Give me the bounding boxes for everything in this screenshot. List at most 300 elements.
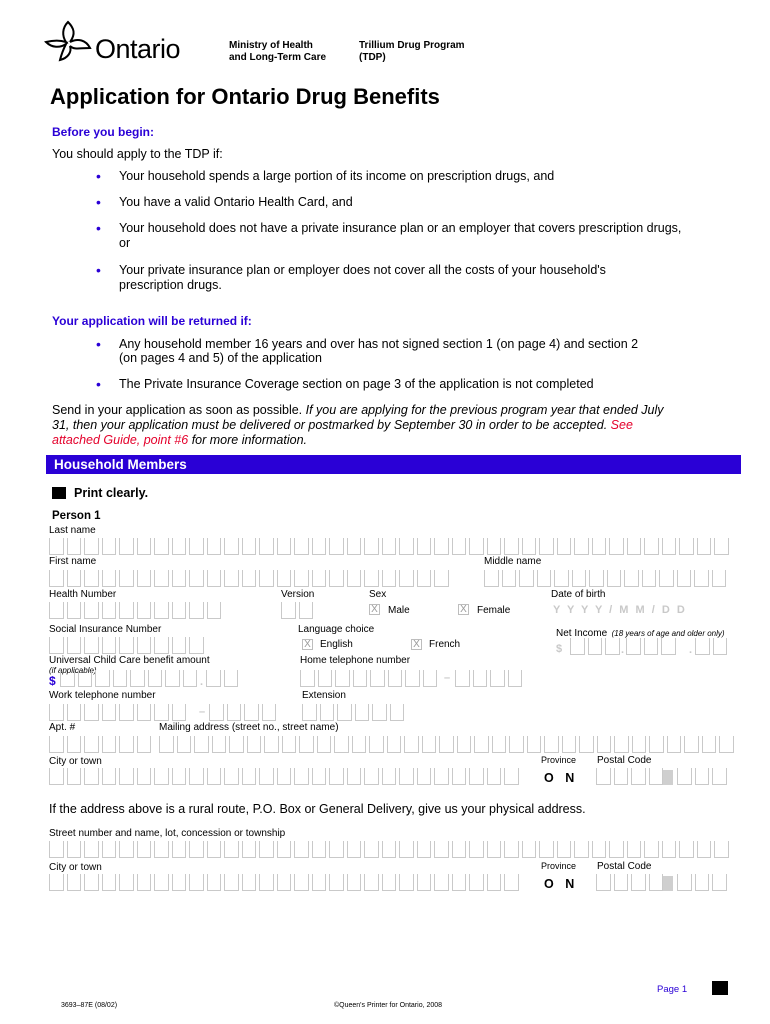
bullet-icon: • (96, 336, 101, 352)
comb-cell (469, 841, 484, 858)
postal-code-input[interactable] (596, 768, 666, 785)
comb-cell (487, 874, 502, 891)
comb-cell (405, 670, 420, 687)
comb-cell (212, 736, 227, 753)
comb-cell (154, 874, 169, 891)
comb-cell (189, 841, 204, 858)
before-bullet-3-cont: or (119, 236, 131, 250)
comb-cell (624, 570, 639, 587)
comb-cell (302, 704, 317, 721)
comb-cell (502, 570, 517, 587)
comb-cell (417, 874, 432, 891)
home-phone-label: Home telephone number (300, 655, 411, 666)
comb-cell (469, 768, 484, 785)
comb-cell (177, 736, 192, 753)
comb-cell (102, 841, 117, 858)
comb-cell (557, 538, 572, 555)
comb-cell (714, 841, 729, 858)
net-income-label: Net Income (18 years of age and older only) (556, 628, 725, 639)
comb-cell (399, 768, 414, 785)
comb-cell (119, 570, 134, 587)
comb-cell (695, 638, 710, 655)
comb-cell (154, 637, 169, 654)
net-income-dot: . (621, 644, 625, 656)
comb-cell (369, 736, 384, 753)
comb-cell (294, 538, 309, 555)
comb-cell (154, 704, 169, 721)
comb-cell (522, 538, 537, 555)
comb-cell (537, 570, 552, 587)
comb-cell (207, 570, 222, 587)
send-line-3: attached Guide, point #6 for more information. (52, 433, 308, 447)
comb-cell (119, 768, 134, 785)
comb-cell (527, 736, 542, 753)
comb-cell (119, 704, 134, 721)
comb-cell (259, 570, 274, 587)
comb-cell (154, 538, 169, 555)
city-input[interactable] (49, 768, 522, 785)
comb-cell (417, 570, 432, 587)
comb-cell (372, 704, 387, 721)
comb-cell (589, 570, 604, 587)
comb-cell (627, 841, 642, 858)
page-title: Application for Ontario Drug Benefits (50, 84, 440, 109)
home-phone-input-2[interactable] (455, 670, 525, 687)
city2-input[interactable] (49, 874, 522, 891)
comb-cell (469, 538, 484, 555)
comb-cell (67, 637, 82, 654)
french-checkbox[interactable]: X (411, 639, 422, 650)
middle-name-label: Middle name (484, 556, 542, 567)
comb-cell (154, 768, 169, 785)
comb-cell (487, 538, 502, 555)
comb-cell (264, 736, 279, 753)
comb-cell (119, 874, 134, 891)
send-line-2: 31, then your application must be delivered or postmarked by September 30 in order to be accepted. See (52, 418, 633, 432)
comb-cell (596, 768, 611, 785)
postal-code-separator (663, 770, 673, 785)
comb-cell (539, 841, 554, 858)
comb-cell (224, 538, 239, 555)
comb-cell (294, 874, 309, 891)
comb-cell (399, 874, 414, 891)
comb-cell (579, 736, 594, 753)
comb-cell (487, 768, 502, 785)
comb-cell (649, 768, 664, 785)
comb-cell (329, 570, 344, 587)
comb-cell (609, 841, 624, 858)
rural-note: If the address above is a rural route, P.O. Box or General Delivery, give us your physical address. (49, 802, 586, 816)
uccb-input[interactable] (60, 670, 200, 687)
net-income-input[interactable] (570, 638, 623, 655)
apt-input[interactable] (49, 736, 154, 753)
comb-cell (607, 570, 622, 587)
page-number: Page 1 (657, 984, 688, 995)
comb-cell (679, 841, 694, 858)
comb-cell (113, 670, 128, 687)
trillium-logo-icon (44, 20, 92, 62)
version-label: Version (281, 589, 315, 600)
comb-cell (312, 874, 327, 891)
comb-cell (679, 538, 694, 555)
comb-cell (137, 538, 152, 555)
comb-cell (137, 736, 152, 753)
comb-cell (49, 704, 64, 721)
comb-cell (422, 736, 437, 753)
comb-cell (504, 874, 519, 891)
comb-cell (189, 874, 204, 891)
comb-cell (259, 841, 274, 858)
comb-cell (119, 637, 134, 654)
comb-cell (697, 841, 712, 858)
comb-cell (353, 670, 368, 687)
before-bullet-2: You have a valid Ontario Health Card, and (119, 195, 353, 209)
home-phone-dash: – (444, 672, 451, 684)
comb-cell (649, 736, 664, 753)
comb-cell (382, 841, 397, 858)
uccb-label: Universal Child Care benefit amount (49, 655, 210, 666)
first-name-input[interactable] (49, 570, 452, 587)
comb-cell (102, 704, 117, 721)
comb-cell (626, 638, 641, 655)
postal-code-label: Postal Code (597, 755, 652, 766)
comb-cell (382, 768, 397, 785)
comb-cell (659, 570, 674, 587)
comb-cell (399, 841, 414, 858)
comb-cell (49, 637, 64, 654)
comb-cell (364, 538, 379, 555)
postal-code-input-2[interactable] (677, 768, 730, 785)
comb-cell (570, 638, 585, 655)
comb-cell (242, 538, 257, 555)
comb-cell (702, 736, 717, 753)
comb-cell (347, 874, 362, 891)
work-phone-label: Work telephone number (49, 690, 156, 701)
comb-cell (574, 538, 589, 555)
comb-cell (137, 841, 152, 858)
comb-cell (137, 570, 152, 587)
comb-cell (596, 874, 611, 891)
french-label: French (429, 639, 461, 650)
comb-cell (539, 538, 554, 555)
uccb-dollar: $ (49, 674, 56, 688)
male-checkbox[interactable]: X (369, 604, 380, 615)
comb-cell (490, 670, 505, 687)
comb-cell (84, 570, 99, 587)
comb-cell (695, 874, 710, 891)
language-label: Language choice (298, 624, 375, 635)
comb-cell (417, 841, 432, 858)
comb-cell (154, 841, 169, 858)
comb-cell (224, 670, 239, 687)
comb-cell (67, 874, 82, 891)
before-bullet-3: Your household does not have a private insurance plan or an employer that covers prescription drugs, (119, 221, 682, 235)
comb-cell (262, 704, 277, 721)
comb-cell (334, 736, 349, 753)
person-heading: Person 1 (52, 510, 101, 522)
comb-cell (281, 602, 296, 619)
middle-name-input[interactable] (484, 570, 729, 587)
send-line-1: Send in your application as soon as possible. If you are applying for the previous program year that ended July (52, 403, 664, 417)
comb-cell (364, 768, 379, 785)
work-phone-input[interactable] (49, 704, 189, 721)
comb-cell (299, 736, 314, 753)
comb-cell (189, 570, 204, 587)
comb-cell (60, 670, 75, 687)
comb-cell (329, 768, 344, 785)
comb-cell (165, 670, 180, 687)
returned-bullet-1-cont: (on pages 4 and 5) of the application (119, 351, 322, 365)
comb-cell (137, 768, 152, 785)
bullet-icon: • (96, 262, 101, 278)
comb-cell (84, 538, 99, 555)
comb-cell (206, 670, 221, 687)
comb-cell (667, 736, 682, 753)
comb-cell (661, 638, 676, 655)
comb-cell (452, 874, 467, 891)
comb-cell (172, 841, 187, 858)
comb-cell (67, 538, 82, 555)
comb-cell (388, 670, 403, 687)
comb-cell (457, 736, 472, 753)
comb-cell (474, 736, 489, 753)
comb-cell (631, 768, 646, 785)
comb-cell (423, 670, 438, 687)
female-checkbox[interactable]: X (458, 604, 469, 615)
comb-cell (399, 570, 414, 587)
comb-cell (312, 570, 327, 587)
comb-cell (329, 874, 344, 891)
comb-cell (713, 638, 728, 655)
comb-cell (172, 768, 187, 785)
comb-cell (49, 570, 64, 587)
comb-cell (399, 538, 414, 555)
mailing-label: Mailing address (street no., street name) (159, 722, 339, 733)
comb-cell (364, 874, 379, 891)
uccb-cents-input[interactable] (206, 670, 241, 687)
logo-text: Ontario (95, 34, 181, 64)
comb-cell (677, 570, 692, 587)
comb-cell (382, 538, 397, 555)
before-bullet-1: Your household spends a large portion of its income on prescription drugs, and (119, 169, 555, 183)
comb-cell (224, 841, 239, 858)
comb-cell (519, 570, 534, 587)
comb-cell (207, 768, 222, 785)
comb-cell (102, 874, 117, 891)
health-number-label: Health Number (49, 589, 117, 600)
postal-code2-input-2[interactable] (677, 874, 730, 891)
before-bullet-4: Your private insurance plan or employer does not cover all the costs of your household's (119, 263, 606, 277)
comb-cell (172, 570, 187, 587)
comb-cell (259, 874, 274, 891)
sin-input[interactable] (49, 637, 207, 654)
version-input[interactable] (281, 602, 316, 619)
ministry-name: Ministry of Health and Long-Term Care (229, 40, 327, 63)
mailing-address-input[interactable] (159, 736, 737, 753)
comb-cell (49, 602, 64, 619)
comb-cell (227, 704, 242, 721)
comb-cell (137, 637, 152, 654)
postal-code2-input[interactable] (596, 874, 666, 891)
comb-cell (244, 704, 259, 721)
net-income-cents-input[interactable] (695, 638, 730, 655)
corner-marker-icon (712, 981, 728, 995)
comb-cell (312, 538, 327, 555)
comb-cell (224, 570, 239, 587)
postal-code2-separator (663, 876, 673, 891)
work-phone-dash: – (199, 706, 206, 718)
comb-cell (677, 874, 692, 891)
comb-cell (95, 670, 110, 687)
returned-bullet-1: Any household member 16 years and over has not signed section 1 (on page 4) and section 2 (119, 337, 639, 351)
comb-cell (504, 768, 519, 785)
comb-cell (49, 538, 64, 555)
comb-cell (183, 670, 198, 687)
comb-cell (562, 736, 577, 753)
health-number-input[interactable] (49, 602, 224, 619)
comb-cell (67, 736, 82, 753)
before-intro: You should apply to the TDP if: (52, 147, 223, 161)
net-income-input-2[interactable] (626, 638, 679, 655)
net-income-dollar: $ (556, 643, 563, 655)
comb-cell (137, 874, 152, 891)
comb-cell (224, 874, 239, 891)
comb-cell (455, 670, 470, 687)
comb-cell (209, 704, 224, 721)
comb-cell (137, 704, 152, 721)
comb-cell (347, 538, 362, 555)
comb-cell (277, 841, 292, 858)
comb-cell (712, 570, 727, 587)
comb-cell (49, 841, 64, 858)
comb-cell (592, 841, 607, 858)
comb-cell (712, 874, 727, 891)
comb-cell (317, 736, 332, 753)
comb-cell (347, 841, 362, 858)
comb-cell (352, 736, 367, 753)
comb-cell (189, 538, 204, 555)
comb-cell (207, 841, 222, 858)
comb-cell (312, 841, 327, 858)
province2-value: O N (544, 877, 579, 891)
comb-cell (347, 768, 362, 785)
comb-cell (189, 768, 204, 785)
comb-cell (189, 637, 204, 654)
comb-cell (370, 670, 385, 687)
comb-cell (172, 704, 187, 721)
comb-cell (614, 768, 629, 785)
comb-cell (282, 736, 297, 753)
comb-cell (662, 538, 677, 555)
comb-cell (299, 602, 314, 619)
comb-cell (172, 637, 187, 654)
province-label: Province (541, 755, 577, 765)
before-heading: Before you begin: (52, 125, 155, 139)
comb-cell (417, 538, 432, 555)
comb-cell (614, 874, 629, 891)
comb-cell (320, 704, 335, 721)
comb-cell (242, 841, 257, 858)
comb-cell (102, 538, 117, 555)
english-checkbox[interactable]: X (302, 639, 313, 650)
comb-cell (632, 736, 647, 753)
comb-cell (504, 841, 519, 858)
work-phone-input-2[interactable] (209, 704, 279, 721)
comb-cell (67, 570, 82, 587)
last-name-input[interactable] (49, 538, 732, 555)
comb-cell (224, 768, 239, 785)
comb-cell (574, 841, 589, 858)
street-label: Street number and name, lot, concession or township (49, 828, 286, 839)
first-name-label: First name (49, 556, 97, 567)
comb-cell (452, 841, 467, 858)
comb-cell (119, 602, 134, 619)
comb-cell (84, 768, 99, 785)
comb-cell (159, 736, 174, 753)
sex-label: Sex (369, 589, 387, 600)
comb-cell (172, 602, 187, 619)
comb-cell (102, 637, 117, 654)
comb-cell (194, 736, 209, 753)
print-clearly-square-icon (52, 487, 66, 499)
comb-cell (300, 670, 315, 687)
english-label: English (320, 639, 353, 650)
province2-label: Province (541, 861, 577, 871)
comb-cell (697, 538, 712, 555)
comb-cell (642, 570, 657, 587)
dob-input[interactable]: Y Y Y Y / M M / D D (553, 604, 685, 616)
comb-cell (189, 602, 204, 619)
comb-cell (78, 670, 93, 687)
comb-cell (684, 736, 699, 753)
comb-cell (417, 768, 432, 785)
comb-cell (439, 736, 454, 753)
comb-cell (207, 538, 222, 555)
comb-cell (335, 670, 350, 687)
home-phone-input[interactable] (300, 670, 440, 687)
comb-cell (259, 538, 274, 555)
comb-cell (644, 638, 659, 655)
comb-cell (172, 874, 187, 891)
comb-cell (492, 736, 507, 753)
city2-label: City or town (49, 862, 102, 873)
comb-cell (312, 768, 327, 785)
comb-cell (627, 538, 642, 555)
comb-cell (154, 570, 169, 587)
comb-cell (434, 538, 449, 555)
street-input[interactable] (49, 841, 732, 858)
extension-input[interactable] (302, 704, 407, 721)
sin-label: Social Insurance Number (49, 624, 162, 635)
last-name-label: Last name (49, 525, 96, 536)
comb-cell (364, 570, 379, 587)
comb-cell (712, 768, 727, 785)
uccb-dot: . (200, 676, 204, 688)
comb-cell (677, 768, 692, 785)
comb-cell (355, 704, 370, 721)
comb-cell (119, 841, 134, 858)
comb-cell (154, 602, 169, 619)
comb-cell (277, 874, 292, 891)
comb-cell (714, 538, 729, 555)
comb-cell (119, 736, 134, 753)
comb-cell (557, 841, 572, 858)
comb-cell (473, 670, 488, 687)
province-value: O N (544, 771, 579, 785)
comb-cell (84, 874, 99, 891)
comb-cell (277, 570, 292, 587)
comb-cell (469, 874, 484, 891)
